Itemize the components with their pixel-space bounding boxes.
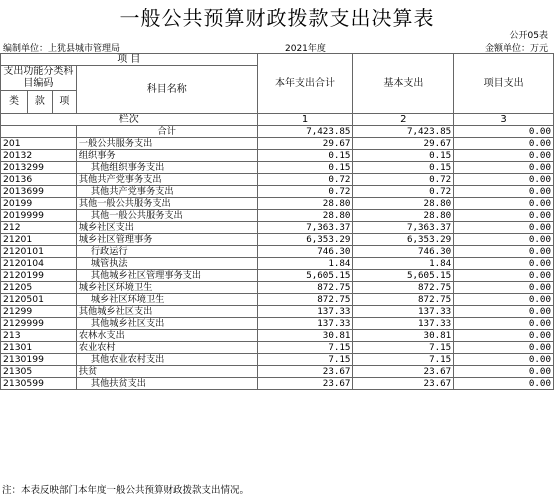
func-code-cell: 20136 xyxy=(1,174,77,186)
subject-name-cell: 组织事务 xyxy=(76,150,257,162)
total-cell: 5,605.15 xyxy=(257,270,353,282)
func-code-cell: 212 xyxy=(1,222,77,234)
subject-name-cell: 城乡社区管理事务 xyxy=(76,234,257,246)
func-code-cell: 21305 xyxy=(1,366,77,378)
project-cell: 0.00 xyxy=(454,174,554,186)
total-cell: 29.67 xyxy=(257,138,353,150)
subject-name-cell: 其他农业农村支出 xyxy=(76,354,257,366)
func-code-cell: 2013699 xyxy=(1,186,77,198)
basic-cell: 28.80 xyxy=(353,210,454,222)
table-row xyxy=(1,162,554,174)
table-row xyxy=(1,318,554,330)
total-project: 0.00 xyxy=(454,126,554,138)
subject-name-cell: 其他一般公共服务支出 xyxy=(76,210,257,222)
basic-cell: 0.72 xyxy=(353,186,454,198)
total-cell: 872.75 xyxy=(257,282,353,294)
header-subject: 科目名称 xyxy=(76,66,257,114)
func-code-cell: 2120104 xyxy=(1,258,77,270)
basic-cell: 23.67 xyxy=(353,378,454,390)
total-cell: 23.67 xyxy=(257,378,353,390)
subject-name-cell: 行政运行 xyxy=(76,246,257,258)
func-code-cell: 2013299 xyxy=(1,162,77,174)
basic-cell: 137.33 xyxy=(353,306,454,318)
table-row xyxy=(1,306,554,318)
header-xiang: 项 xyxy=(52,91,76,114)
total-basic: 7,423.85 xyxy=(353,126,454,138)
project-cell: 0.00 xyxy=(454,294,554,306)
page-title: 一般公共预算财政拨款支出决算表 xyxy=(119,6,435,30)
subject-name-cell: 其他城乡社区管理事务支出 xyxy=(76,270,257,282)
func-code-cell: 20132 xyxy=(1,150,77,162)
header-col1: 1 xyxy=(257,114,353,126)
total-cell: 1.84 xyxy=(257,258,353,270)
basic-cell: 7.15 xyxy=(353,342,454,354)
form-code: 公开05表 xyxy=(509,31,548,41)
footnote: 注：本表反映部门本年度一般公共预算财政拨款支出情况。 xyxy=(2,485,250,496)
money-unit-label: 金额单位：万元 xyxy=(484,44,548,54)
expenditure-table xyxy=(0,53,554,390)
project-cell: 0.00 xyxy=(454,210,554,222)
basic-cell: 0.15 xyxy=(353,150,454,162)
project-cell: 0.00 xyxy=(454,330,554,342)
func-code-cell: 201 xyxy=(1,138,77,150)
project-cell: 0.00 xyxy=(454,318,554,330)
subject-name-cell: 其他组织事务支出 xyxy=(76,162,257,174)
basic-cell: 1.84 xyxy=(353,258,454,270)
basic-cell: 872.75 xyxy=(353,282,454,294)
total-cell: 6,353.29 xyxy=(257,234,353,246)
table-row xyxy=(1,282,554,294)
table-row xyxy=(1,150,554,162)
basic-cell: 6,353.29 xyxy=(353,234,454,246)
table-row xyxy=(1,138,554,150)
func-code-cell: 2120101 xyxy=(1,246,77,258)
total-cell: 746.30 xyxy=(257,246,353,258)
total-cell: 30.81 xyxy=(257,330,353,342)
basic-cell: 0.72 xyxy=(353,174,454,186)
table-row xyxy=(1,198,554,210)
table-row xyxy=(1,366,554,378)
basic-cell: 23.67 xyxy=(353,366,454,378)
header-total: 本年支出合计 xyxy=(257,54,353,114)
total-cell: 7.15 xyxy=(257,342,353,354)
basic-cell: 28.80 xyxy=(353,198,454,210)
project-cell: 0.00 xyxy=(454,246,554,258)
total-cell: 0.15 xyxy=(257,150,353,162)
subject-name-cell: 城乡社区支出 xyxy=(76,222,257,234)
project-cell: 0.00 xyxy=(454,258,554,270)
table-row xyxy=(1,342,554,354)
table-row xyxy=(1,330,554,342)
total-cell: 7,363.37 xyxy=(257,222,353,234)
func-code-cell: 2129999 xyxy=(1,318,77,330)
table-row xyxy=(1,210,554,222)
header-project: 项 目 xyxy=(1,54,258,66)
subject-name-cell: 其他城乡社区支出 xyxy=(76,306,257,318)
basic-cell: 5,605.15 xyxy=(353,270,454,282)
total-cell: 23.67 xyxy=(257,366,353,378)
header-basic: 基本支出 xyxy=(353,54,454,114)
subject-name-cell: 农业农村 xyxy=(76,342,257,354)
project-cell: 0.00 xyxy=(454,354,554,366)
basic-cell: 7.15 xyxy=(353,354,454,366)
project-cell: 0.00 xyxy=(454,138,554,150)
func-code-cell: 2130199 xyxy=(1,354,77,366)
func-code-cell: 2120199 xyxy=(1,270,77,282)
project-cell: 0.00 xyxy=(454,198,554,210)
basic-cell: 7,363.37 xyxy=(353,222,454,234)
header-project-exp: 项目支出 xyxy=(454,54,554,114)
table-row xyxy=(1,258,554,270)
project-cell: 0.00 xyxy=(454,186,554,198)
table-row xyxy=(1,354,554,366)
total-amount: 7,423.85 xyxy=(257,126,353,138)
total-cell: 28.80 xyxy=(257,198,353,210)
subject-name-cell: 城乡社区环境卫生 xyxy=(76,282,257,294)
total-cell: 0.72 xyxy=(257,186,353,198)
table-row xyxy=(1,270,554,282)
subject-name-cell: 农林水支出 xyxy=(76,330,257,342)
project-cell: 0.00 xyxy=(454,150,554,162)
project-cell: 0.00 xyxy=(454,270,554,282)
header-kuan: 款 xyxy=(27,91,52,114)
func-code-cell: 20199 xyxy=(1,198,77,210)
subject-name-cell: 其他一般公共服务支出 xyxy=(76,198,257,210)
project-cell: 0.00 xyxy=(454,162,554,174)
total-cell: 872.75 xyxy=(257,294,353,306)
total-cell: 7.15 xyxy=(257,354,353,366)
header-lei: 类 xyxy=(1,91,28,114)
project-cell: 0.00 xyxy=(454,342,554,354)
project-cell: 0.00 xyxy=(454,282,554,294)
project-cell: 0.00 xyxy=(454,366,554,378)
project-cell: 0.00 xyxy=(454,234,554,246)
total-cell: 137.33 xyxy=(257,306,353,318)
total-cell: 0.72 xyxy=(257,174,353,186)
total-cell: 0.15 xyxy=(257,162,353,174)
func-code-cell: 2130599 xyxy=(1,378,77,390)
table-row xyxy=(1,222,554,234)
func-code-cell: 21301 xyxy=(1,342,77,354)
project-cell: 0.00 xyxy=(454,222,554,234)
header-lanci: 栏次 xyxy=(1,114,258,126)
table-row xyxy=(1,234,554,246)
subject-name-cell: 扶贫 xyxy=(76,366,257,378)
header-col3: 3 xyxy=(454,114,554,126)
header-col2: 2 xyxy=(353,114,454,126)
table-row xyxy=(1,294,554,306)
func-code-cell: 213 xyxy=(1,330,77,342)
basic-cell: 872.75 xyxy=(353,294,454,306)
func-code-cell: 2019999 xyxy=(1,210,77,222)
subject-name-cell: 其他城乡社区支出 xyxy=(76,318,257,330)
total-cell: 137.33 xyxy=(257,318,353,330)
total-cell: 28.80 xyxy=(257,210,353,222)
basic-cell: 746.30 xyxy=(353,246,454,258)
subject-name-cell: 城管执法 xyxy=(76,258,257,270)
basic-cell: 137.33 xyxy=(353,318,454,330)
table-row xyxy=(1,186,554,198)
subject-name-cell: 一般公共服务支出 xyxy=(76,138,257,150)
basic-cell: 0.15 xyxy=(353,162,454,174)
subject-name-cell: 其他扶贫支出 xyxy=(76,378,257,390)
year-label: 2021年度 xyxy=(285,44,326,54)
unit-label: 编制单位：上犹县城市管理局 xyxy=(3,44,121,54)
table-row xyxy=(1,246,554,258)
subject-name-cell: 其他共产党事务支出 xyxy=(76,186,257,198)
func-code-cell: 21299 xyxy=(1,306,77,318)
total-label: 合计 xyxy=(76,126,257,138)
subject-name-cell: 城乡社区环境卫生 xyxy=(76,294,257,306)
subject-name-cell: 其他共产党事务支出 xyxy=(76,174,257,186)
project-cell: 0.00 xyxy=(454,306,554,318)
header-func-code: 支出功能分类科目编码 xyxy=(1,66,77,91)
basic-cell: 30.81 xyxy=(353,330,454,342)
table-row xyxy=(1,378,554,390)
project-cell: 0.00 xyxy=(454,378,554,390)
func-code-cell: 2120501 xyxy=(1,294,77,306)
table-row xyxy=(1,174,554,186)
func-code-cell: 21201 xyxy=(1,234,77,246)
func-code-cell: 21205 xyxy=(1,282,77,294)
basic-cell: 29.67 xyxy=(353,138,454,150)
